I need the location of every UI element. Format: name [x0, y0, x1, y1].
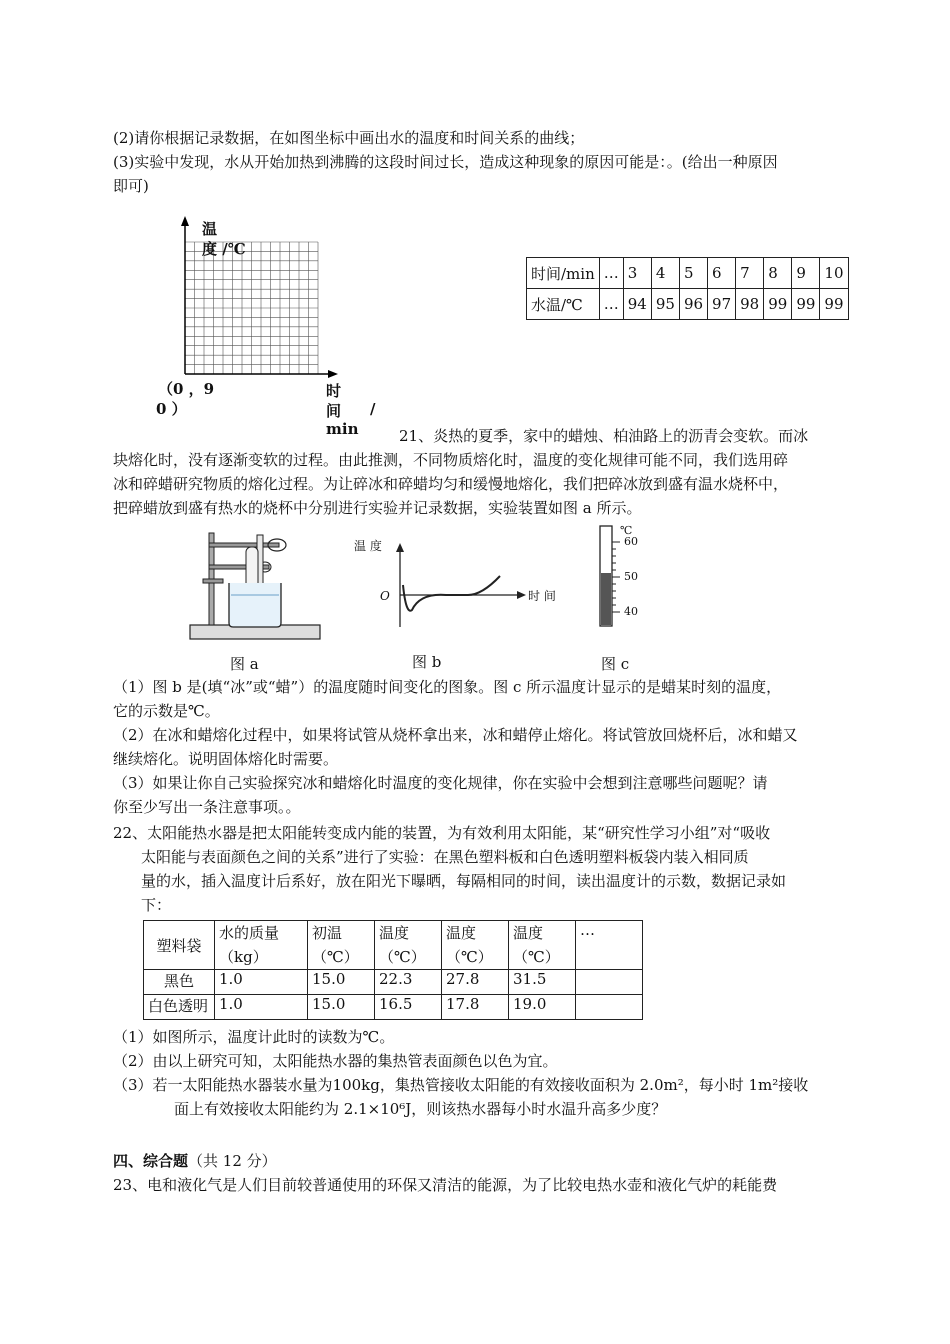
origin-label-1: （0 ，9 — [158, 380, 215, 398]
origin-label-2: 0 ） — [156, 400, 187, 418]
plastic-bag-table — [143, 920, 643, 1020]
question-23-line1: 23、电和液化气是人们目前较普通使用的环保又清洁的能源，为了比较电热水壶和液化气炉的耗能费 — [113, 1176, 778, 1194]
table-row-black — [144, 970, 643, 995]
table-cell: 6 — [708, 258, 736, 289]
header-init-line1: 初温 — [312, 924, 343, 942]
table-cell: 94 — [623, 289, 651, 320]
thermometer-tick-50: 50 — [624, 570, 638, 583]
header-t2-line2: （℃） — [446, 948, 493, 966]
header-t1-line1: 温度 — [379, 924, 410, 942]
table-cell: 31.5 — [509, 970, 576, 995]
table-cell: 95 — [651, 289, 679, 320]
x-axis-label-1: 时 — [326, 382, 342, 400]
question-21-part-1-line2: 它的示数是℃。 — [113, 702, 220, 720]
question-21-line1: 21、炎热的夏季，家中的蜡烛、柏油路上的沥青会变软。而冰 — [399, 427, 809, 445]
table-cell: 99 — [792, 289, 820, 320]
table-cell: 27.8 — [442, 970, 509, 995]
table-cell: 1.0 — [215, 995, 308, 1020]
section-4-title: 四、综合题 — [113, 1152, 189, 1170]
table-row — [527, 289, 849, 320]
figure-c-caption: 图 c — [601, 655, 630, 673]
x-axis-label-3: min — [326, 420, 359, 438]
question-21-part-1-line1: （1）图 b 是(填“冰”或“蜡”）的温度随时间变化的图象。图 c 所示温度计显示的是蜡某时刻的温度， — [113, 678, 782, 696]
question-22-part-2: （2）由以上研究可知，太阳能热水器的集热管表面颜色以色为宜。 — [113, 1052, 558, 1070]
header-mass-line2: （kg） — [219, 948, 268, 966]
figure-a-caption: 图 a — [230, 655, 259, 673]
question-21-line4: 把碎蜡放到盛有热水的烧杯中分别进行实验并记录数据，实验装置如图 a 所示。 — [113, 499, 642, 517]
x-axis-label-2: 间 — [326, 402, 342, 420]
header-t1-line2: （℃） — [379, 948, 426, 966]
question-22-part-3-line2: 面上有效接收太阳能约为 2.1×10⁶J，则该热水器每小时水温升高多少度？ — [174, 1100, 667, 1118]
table-header-temp-1 — [375, 921, 442, 970]
table-cell: 97 — [708, 289, 736, 320]
question-21-line2: 块熔化时，没有逐渐变软的过程。由此推测，不同物质熔化时，温度的变化规律可能不同，我们选用碎 — [113, 451, 789, 469]
table-cell: 96 — [679, 289, 707, 320]
table-cell: 15.0 — [308, 995, 375, 1020]
header-mass-line1: 水的质量 — [219, 924, 280, 942]
y-axis-label-1: 温 — [202, 220, 218, 238]
table-cell: … — [599, 258, 623, 289]
table-cell: 1.0 — [215, 970, 308, 995]
grid-lines — [185, 242, 318, 374]
x-axis-label-slash: / — [370, 400, 376, 418]
y-axis-label-2: 度 /℃ — [202, 240, 246, 258]
table-cell: 8 — [764, 258, 792, 289]
figure-b-graph — [350, 535, 560, 635]
question-21-part-3-line2: 你至少写出一条注意事项。。 — [113, 798, 301, 816]
question-22-line1: 22、太阳能热水器是把太阳能转变成内能的装置，为有效利用太阳能，某“研究性学习小组”对“吸收 — [113, 824, 771, 842]
table-header-more: … — [576, 921, 643, 970]
x-axis-arrow — [328, 370, 338, 378]
question-22-part-1: （1）如图所示，温度计此时的读数为℃。 — [113, 1028, 395, 1046]
table-cell: 7 — [736, 258, 764, 289]
figure-c-thermometer — [590, 524, 660, 628]
table-cell: 黑色 — [144, 970, 215, 995]
table-header-temp-2 — [442, 921, 509, 970]
section-4-score: （共 12 分） — [188, 1152, 277, 1170]
question-21-line3: 冰和碎蜡研究物质的熔化过程。为让碎冰和碎蜡均匀和缓慢地熔化，我们把碎冰放到盛有温水烧杯中， — [113, 475, 789, 493]
section-4-heading — [113, 1150, 277, 1172]
question-22-part-3-line1: （3）若一太阳能热水器装水量为100kg，集热管接收太阳能的有效接收面积为 2.0m²，每小时 1m²接收 — [113, 1076, 809, 1094]
table-cell: 9 — [792, 258, 820, 289]
thermometer-tick-60: 60 — [624, 535, 638, 548]
table-cell: 10 — [820, 258, 848, 289]
coordinate-grid-figure — [150, 212, 390, 442]
y-axis-arrow — [181, 216, 189, 226]
question-21-part-2-line2: 继续熔化。说明固体熔化时需要。 — [113, 750, 339, 768]
table-cell: 4 — [651, 258, 679, 289]
table-cell — [576, 970, 643, 995]
header-init-line2: （℃） — [312, 948, 359, 966]
table-header-mass — [215, 921, 308, 970]
table-cell: 17.8 — [442, 995, 509, 1020]
question-21-part-2-line1: （2）在冰和蜡熔化过程中，如果将试管从烧杯拿出来，冰和蜡停止熔化。将试管放回烧杯后，冰和蜡又 — [113, 726, 798, 744]
table-header-temperature: 水温/℃ — [527, 289, 600, 320]
figure-b-origin-label: O — [380, 589, 390, 603]
header-t3-line2: （℃） — [513, 948, 560, 966]
question-22-line2: 太阳能与表面颜色之间的关系”进行了实验：在黑色塑料板和白色透明塑料板袋内装入相同质 — [141, 848, 749, 866]
table-header-initial-temp — [308, 921, 375, 970]
table-cell: 98 — [736, 289, 764, 320]
table-header-row — [144, 921, 643, 970]
time-temperature-table — [526, 257, 849, 320]
table-header-temp-3 — [509, 921, 576, 970]
table-cell: 22.3 — [375, 970, 442, 995]
table-row-white — [144, 995, 643, 1020]
table-cell — [576, 995, 643, 1020]
table-cell: 5 — [679, 258, 707, 289]
table-cell: 白色透明 — [144, 995, 215, 1020]
table-cell: … — [599, 289, 623, 320]
question-20-part-3-line2: 即可) — [113, 177, 149, 195]
question-20-part-3-line1: (3)实验中发现，水从开始加热到沸腾的这段时间过长，造成这种现象的原因可能是：。(给出一种原因 — [113, 153, 778, 171]
table-cell: 19.0 — [509, 995, 576, 1020]
table-cell: 3 — [623, 258, 651, 289]
apparatus-drawing — [185, 525, 325, 645]
figure-a-apparatus — [185, 525, 325, 645]
figure-b-x-label: 时 间 — [528, 589, 556, 603]
question-22-line3: 量的水，插入温度计后系好，放在阳光下曝晒，每隔相同的时间，读出温度计的示数，数据记录如 — [141, 872, 787, 890]
table-cell: 16.5 — [375, 995, 442, 1020]
thermometer-unit: ℃ — [620, 524, 633, 537]
table-cell: 99 — [820, 289, 848, 320]
table-cell: 99 — [764, 289, 792, 320]
figure-b-caption: 图 b — [412, 653, 442, 671]
header-t3-line1: 温度 — [513, 924, 544, 942]
table-header-time: 时间/min — [527, 258, 600, 289]
table-row — [527, 258, 849, 289]
question-20-part-2: (2)请你根据记录数据，在如图坐标中画出水的温度和时间关系的曲线； — [113, 129, 585, 147]
figure-b-y-label: 温 度 — [354, 539, 382, 553]
question-22-line4: 下： — [141, 896, 172, 914]
table-header-bag: 塑料袋 — [144, 921, 215, 970]
table-cell: 15.0 — [308, 970, 375, 995]
thermometer-tick-40: 40 — [624, 605, 638, 618]
question-21-part-3-line1: （3）如果让你自己实验探究冰和蜡熔化时温度的变化规律，你在实验中会想到注意哪些问题呢？请 — [113, 774, 768, 792]
header-t2-line1: 温度 — [446, 924, 477, 942]
